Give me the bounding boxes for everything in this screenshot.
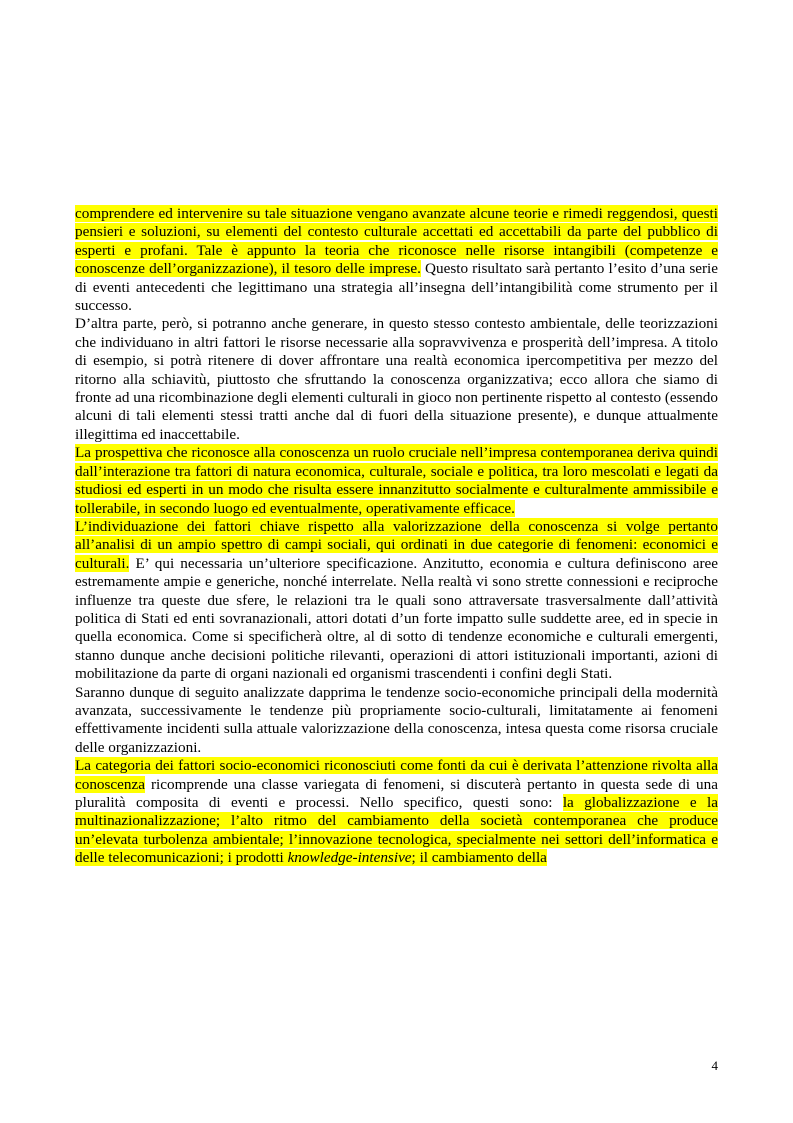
paragraph [75, 315, 718, 444]
paragraph [75, 205, 718, 315]
highlighted-text: La categoria dei fattori socio-economici riconosciuti come fonti da cui è derivata l’attenzione rivolta alla conoscenza [75, 757, 718, 793]
paragraph [75, 684, 718, 758]
highlighted-text: L’individuazione dei fattori chiave rispetto alla valorizzazione della conoscenza si volge pertanto all’analisi di un ampio spettro di campi sociali, qui ordinati in due categorie di fenomeni: economici e culturali. [75, 517, 718, 572]
paragraph [75, 757, 718, 867]
text-segment: D’altra parte, però, si potranno anche generare, in questo stesso contesto ambientale, delle teorizzazioni che individuano in altri fattori le risorse necessarie alla sopravvivenza e prosperità dell’impresa. A titolo di esempio, si potrà ritenere di dover affrontare una realtà economica ipercompetitiva per mezzo del ritorno alla schiavitù, piuttosto che sfruttando la conoscenza organizzativa; ecco allora che siamo di fronte ad una ricombinazione degli elementi culturali in gioco non pertinente rispetto al contesto (essendo alcuni di tali elementi stessi tratti anche dal di fuori della situazione presente), e dunque attualmente illegittima ed inaccettabile. [75, 315, 718, 443]
text-segment: Questo risultato sarà pertanto l’esito d’una serie di eventi antecedenti che legittimano una strategia all’insegna dell’intangibilità come strumento per il successo. [75, 260, 718, 315]
highlighted-text: knowledge-intensive [287, 849, 412, 867]
highlighted-text: la globalizzazione e la multinazionalizzazione; l’alto ritmo del cambiamento della società contemporanea che produce un’elevata turbolenza ambientale; l’innovazione tecnologica, specialmente nei settori dell’informatica e delle telecomunicazioni; i prodotti [75, 794, 718, 867]
paragraph [75, 444, 718, 518]
highlighted-text: La prospettiva che riconosce alla conoscenza un ruolo cruciale nell’impresa contemporanea deriva quindi dall’interazione tra fattori di natura economica, culturale, sociale e politica, tra loro mescolati e legati da studiosi ed esperti in un modo che risulta essere innanzitutto socialmente e culturalmente ammissibile e tollerabile, in secondo luogo ed eventualmente, operativamente efficace. [75, 444, 718, 517]
text-segment: Saranno dunque di seguito analizzate dapprima le tendenze socio-economiche principali della modernità avanzata, successivamente le tendenze più propriamente socio-culturali, limitatamente ai fenomeni effettivamente incidenti sulla attuale valorizzazione della conoscenza, intesa questa come risorsa cruciale delle organizzazioni. [75, 683, 718, 756]
highlighted-text: ; il cambiamento della [411, 849, 547, 867]
paragraph [75, 518, 718, 684]
page-number: 4 [711, 1058, 718, 1073]
body-text [75, 205, 718, 868]
text-segment: ricomprende una classe variegata di fenomeni, si discuterà pertanto in questa sede di una pluralità composita di eventi e processi. Nello specifico, questi sono: [75, 775, 718, 811]
highlighted-text: comprendere ed intervenire su tale situazione vengano avanzate alcune teorie e rimedi reggendosi, questi pensieri e soluzioni, su elementi del contesto culturale accettati ed accettabili da parte del pubblico di esperti e profani. Tale è appunto la teoria che riconosce nelle risorse intangibili (competenze e conoscenze dell’organizzazione), il tesoro delle imprese. [75, 205, 718, 278]
text-segment: E’ qui necessaria un’ulteriore specificazione. Anzitutto, economia e cultura definiscono aree estremamente ampie e generiche, nonché interrelate. Nella realtà vi sono strette connessioni e reciproche influenze tra queste due sfere, le relazioni tra le quali sono attraversate trasversalmente dall’attività politica di Stati ed enti sovranazionali, attori dotati d’un forte impatto sulle suddette aree, ed in specie in quella economica. Come si specificherà oltre, al di sotto di tendenze economiche e culturali emergenti, stanno dunque anche decisioni politiche rilevanti, operazioni di attori istituzionali importanti, azioni di mobilitazione da parte di organi nazionali ed organismi trascendenti i confini degli Stati. [75, 554, 718, 683]
